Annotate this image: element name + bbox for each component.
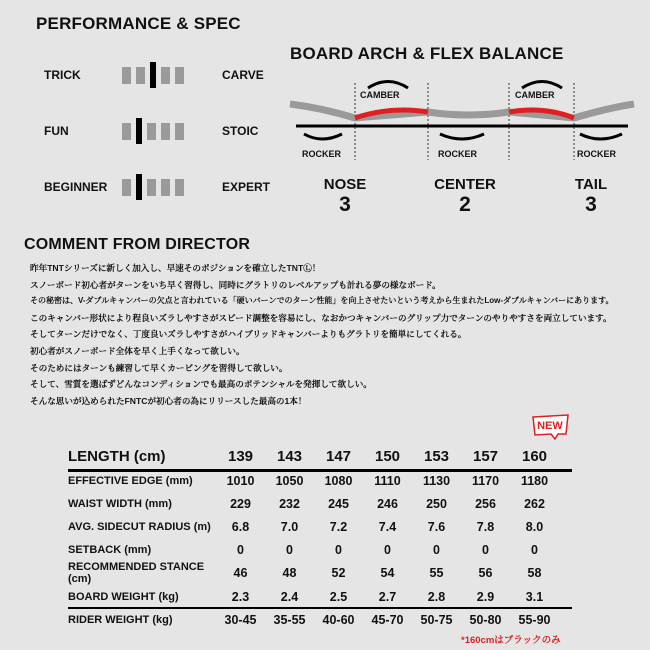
comment-line: 初心者がスノーボード全体を早く上手くなって欲しい。	[30, 345, 245, 356]
comment-line: そして、雪質を選ばずどんなコンディションでも最高のポテンシャルを発揮して欲しい。	[30, 379, 372, 390]
rocker-label-tail: ROCKER	[577, 149, 617, 159]
spec-value: 160	[521, 447, 548, 465]
spec-row	[68, 492, 559, 515]
spec-value: 54	[380, 566, 395, 580]
footer-rule	[68, 607, 572, 609]
perf-meter-cell	[175, 179, 184, 196]
spec-value: 232	[279, 496, 300, 511]
spec-value: 0	[482, 542, 489, 557]
comment-line: そんな思いが込められたFNTCが初心者の為にリリースした最高の1本！	[30, 395, 307, 406]
spec-value: 0	[433, 542, 440, 557]
spec-value: 7.6	[427, 519, 446, 534]
spec-value: 2.3	[231, 589, 250, 604]
perf-right-label: STOIC	[222, 124, 259, 138]
spec-value: 0	[384, 542, 391, 557]
zone-value-nose: 3	[339, 193, 351, 216]
comment-line: スノーボード初心者がターンをいち早く習得し、同時にグラトリのレベルアップも計れる夢の様なボード。	[30, 279, 441, 290]
perf-meter-marker	[150, 62, 156, 88]
comment-line: このキャンバー形状により程良いズラしやすさがスピード調整を容易にし、なおかつキャンバーのグリップ力でターンのやりやすさを両立しています。	[30, 312, 612, 323]
spec-header-row	[68, 443, 559, 469]
flex-title: BOARD ARCH & FLEX BALANCE	[290, 44, 564, 63]
spec-value: 7.2	[329, 519, 348, 534]
spec-value: 35-55	[273, 612, 306, 627]
perf-meter	[122, 119, 189, 143]
spec-value: 229	[230, 496, 251, 511]
spec-value: 153	[423, 447, 450, 465]
perf-meter-marker	[136, 118, 142, 144]
perf-left-label: TRICK	[44, 68, 81, 82]
perf-meter-cell	[161, 67, 170, 84]
spec-value: 48	[282, 566, 297, 580]
spec-value: 1080	[324, 473, 353, 488]
spec-value: 2.7	[378, 589, 397, 604]
spec-value: 256	[475, 496, 496, 511]
spec-value: 0	[237, 542, 244, 557]
perf-meter	[122, 175, 189, 199]
spec-value: 55-90	[518, 612, 551, 627]
board-shape	[290, 104, 634, 118]
rocker-arc-tail	[580, 134, 622, 139]
spec-value: 2.5	[329, 589, 348, 604]
perf-right-label: EXPERT	[222, 180, 271, 194]
spec-label: SETBACK (mm)	[68, 543, 152, 556]
camber-arc-tail	[522, 82, 562, 89]
spec-value: 50-75	[420, 612, 453, 627]
spec-value: 143	[276, 447, 303, 465]
spec-value: 55	[429, 566, 444, 580]
footnote: *160cmはブラックのみ	[461, 635, 561, 646]
spec-label: RIDER WEIGHT (kg)	[68, 613, 173, 626]
camber-label-nose: CAMBER	[360, 90, 400, 100]
perf-meter-cell	[175, 123, 184, 140]
spec-label: RECOMMENDED STANCE (cm)	[68, 561, 205, 585]
perf-meter-cell	[175, 67, 184, 84]
spec-value: 0	[531, 542, 538, 557]
perf-meter-cell	[122, 179, 131, 196]
spec-value: 7.4	[378, 519, 397, 534]
new-badge	[531, 414, 571, 440]
spec-value: 6.8	[231, 519, 250, 534]
spec-value: 46	[233, 566, 248, 580]
spec-value: 3.1	[525, 589, 544, 604]
spec-value: 0	[286, 542, 293, 557]
spec-label: AVG. SIDECUT RADIUS (m)	[68, 520, 211, 533]
perf-meter-cell	[122, 123, 131, 140]
perf-meter-cell	[147, 179, 156, 196]
spec-row	[68, 561, 559, 585]
spec-row	[68, 585, 559, 608]
spec-row	[68, 538, 559, 561]
spec-value: 262	[524, 496, 545, 511]
spec-value: 0	[335, 542, 342, 557]
spec-value: 40-60	[322, 612, 355, 627]
spec-value: 1130	[422, 473, 451, 488]
comment-line: 昨年TNTシリーズに新しく加入し、早速そのポジションを確立したTNTⓁ！	[30, 263, 321, 273]
perf-meter-marker	[136, 174, 142, 200]
comment-title: COMMENT FROM DIRECTOR	[24, 236, 251, 253]
spec-value: 30-45	[224, 612, 257, 627]
rocker-label-center: ROCKER	[438, 149, 478, 159]
comment-line: そしてターンだけでなく、丁度良いズラしやすさがハイブリッドキャンバーよりもグラトリを簡単にしてくれる。	[30, 329, 467, 340]
spec-value: 246	[377, 496, 398, 511]
comment-line: そのためにはターンも練習して早くカービングを習得して欲しい。	[30, 362, 288, 373]
rocker-label-nose: ROCKER	[302, 149, 342, 159]
rocker-arc-nose	[304, 134, 342, 139]
perf-meter-cell	[161, 123, 170, 140]
perf-meter-cell	[161, 179, 170, 196]
spec-value: 250	[426, 496, 447, 511]
perf-meter-cell	[136, 67, 145, 84]
spec-value: 1170	[471, 473, 500, 488]
zone-value-tail: 3	[585, 193, 597, 216]
perf-meter-cell	[147, 123, 156, 140]
perf-title: PERFORMANCE & SPEC	[36, 14, 241, 33]
spec-value: 1110	[374, 473, 401, 488]
spec-value: 2.8	[427, 589, 446, 604]
perf-meter-cell	[122, 67, 131, 84]
spec-label: WAIST WIDTH (mm)	[68, 497, 172, 510]
spec-value: 52	[331, 566, 346, 580]
spec-value: 8.0	[525, 519, 544, 534]
spec-value: 58	[527, 566, 542, 580]
perf-right-label: CARVE	[222, 68, 264, 82]
zone-name-center: CENTER	[434, 176, 496, 193]
perf-left-label: BEGINNER	[44, 180, 108, 194]
zone-value-center: 2	[459, 193, 471, 216]
camber-arc-nose	[368, 82, 408, 89]
perf-meter	[122, 63, 189, 87]
spec-value: 2.9	[476, 589, 495, 604]
spec-value: 1050	[275, 473, 304, 488]
spec-label: BOARD WEIGHT (kg)	[68, 590, 179, 603]
spec-value: 50-80	[469, 612, 502, 627]
spec-value: 1180	[520, 473, 549, 488]
spec-value: 1010	[226, 473, 255, 488]
spec-value: 245	[328, 496, 349, 511]
spec-label: LENGTH (cm)	[68, 447, 166, 465]
comment-line: その秘密は、V-ダブルキャンバーの欠点と言われている「硬いバーンでのターン性能」を向上させたいという考えから生まれたLow-ダブルキャンバーにあります。	[30, 296, 614, 306]
spec-row	[68, 515, 559, 538]
spec-row	[68, 469, 559, 492]
spec-value: 147	[325, 447, 352, 465]
spec-value: 150	[374, 447, 401, 465]
perf-left-label: FUN	[44, 124, 69, 138]
zone-name-tail: TAIL	[574, 176, 608, 193]
header-rule	[68, 469, 572, 472]
spec-value: 157	[472, 447, 499, 465]
spec-value: 7.8	[476, 519, 495, 534]
camber-label-tail: CAMBER	[515, 90, 555, 100]
spec-label: EFFECTIVE EDGE (mm)	[68, 474, 193, 487]
spec-value: 45-70	[371, 612, 404, 627]
spec-value: 56	[478, 566, 493, 580]
spec-row	[68, 608, 559, 631]
rocker-arc-center	[440, 134, 484, 139]
spec-value: 139	[227, 447, 254, 465]
spec-value: 7.0	[280, 519, 299, 534]
spec-value: 2.4	[280, 589, 299, 604]
comment-body	[30, 260, 650, 409]
zone-name-nose: NOSE	[323, 176, 367, 193]
new-badge-text: NEW	[537, 420, 563, 432]
